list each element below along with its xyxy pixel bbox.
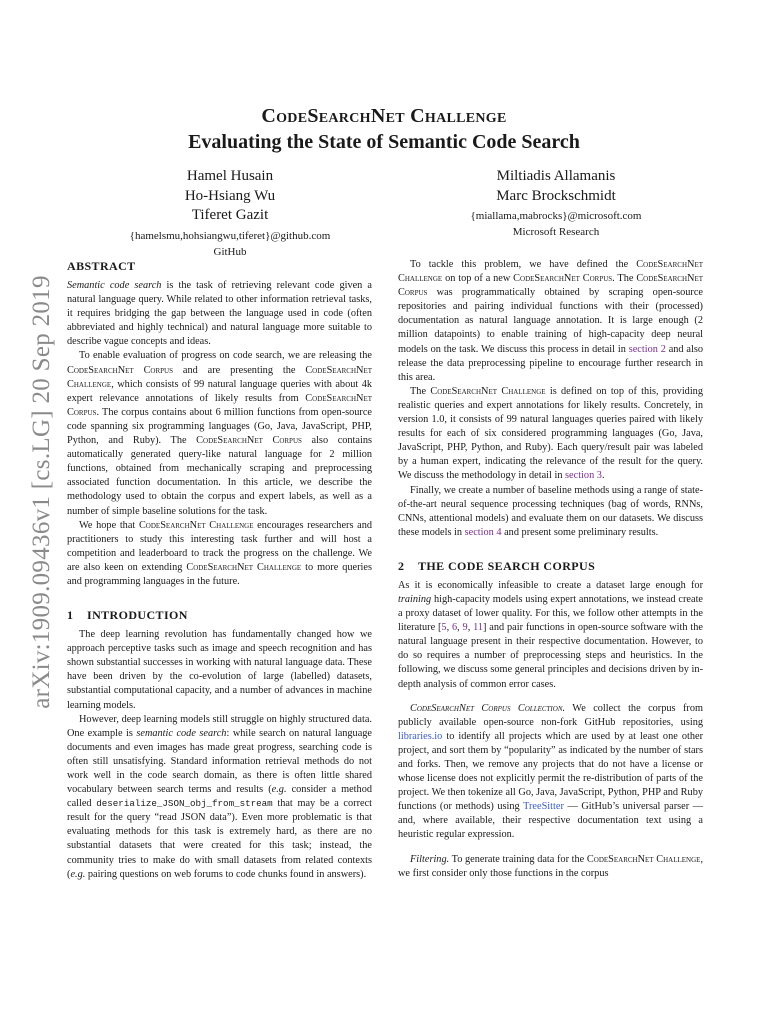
section-number: 1 bbox=[67, 608, 74, 623]
author-affiliation: Microsoft Research bbox=[512, 226, 600, 238]
challenge-name: CodeSearchNet Challenge bbox=[430, 385, 546, 397]
author-name: Hamel Husain bbox=[186, 168, 274, 184]
text-run: . The corpus contains about 6 million functions from open-source code spanning six programming languages (Go, Java, JavaScript, PHP, Python, and Ruby). The bbox=[67, 406, 372, 447]
corpus-name: CodeSearchNet Corpus bbox=[398, 273, 704, 299]
section-title: INTRODUCTION bbox=[87, 608, 188, 623]
title-line-1: CodeSearchNet Challenge bbox=[261, 105, 507, 127]
emphasis: training bbox=[398, 593, 432, 605]
emphasis: Semantic code search bbox=[67, 280, 162, 291]
text-run: However, deep learning models still struggle on highly structured data. One example is bbox=[67, 713, 372, 739]
text-run: We collect the corpus from publicly available open-source non-fork GitHub repositories, using bbox=[398, 702, 703, 728]
author-name: Marc Brockschmidt bbox=[496, 187, 616, 204]
section-number: 2 bbox=[398, 558, 405, 573]
author-name: Miltiadis Allamanis bbox=[496, 168, 616, 184]
corpus-paragraph bbox=[398, 702, 703, 843]
text-run: , which consists of 99 natural language queries with about 4k expert relevance annotations of likely results from bbox=[67, 378, 372, 404]
author-name: Tiferet Gazit bbox=[191, 207, 269, 223]
corpus-section-heading bbox=[398, 558, 703, 574]
arxiv-identifier bbox=[22, 262, 62, 722]
section-2-link[interactable]: section 2 bbox=[628, 343, 666, 355]
corpus-name: CodeSearchNet Corpus bbox=[196, 435, 302, 447]
text-run: . bbox=[601, 470, 605, 482]
emphasis: e.g. bbox=[271, 784, 287, 796]
text-run: is defined on top of this, providing realistic queries and expert annotations for likely results. Concretely, in version 1.0, it consists of 99 natural languages queries paired with likely results for each of six considered programming languages (Go, Java, JavaScript, PHP, Python, and Ruby). Each query/result pair was labeled by a human expert, indicating the relevance of the result for the query. We discuss the methodology in detail in bbox=[398, 385, 703, 482]
text-run: consider a method called bbox=[67, 784, 372, 810]
citation-link[interactable]: 9 bbox=[462, 622, 468, 634]
text-run: To tackle this problem, we have defined the bbox=[410, 259, 637, 270]
text-run: to identify all projects which are used by at least one other project, and sort them by “popularity” as indicated by the number of stars and forks. Then, we remove any projects that do not have a license or whose license does not explicitly permit the re-distribution of parts of the project. We then tokenize all Go, Java, JavaScript, Python, PHP and Ruby functions (or methods) using bbox=[398, 730, 703, 813]
section-4-link[interactable]: section 4 bbox=[464, 526, 502, 538]
challenge-name: CodeSearchNet Challenge bbox=[67, 364, 373, 390]
text-run: We hope that bbox=[79, 519, 139, 531]
introduction-heading bbox=[67, 607, 372, 623]
citation-link[interactable]: 6 bbox=[451, 622, 458, 634]
intro-paragraph bbox=[398, 484, 703, 540]
text-run: ] and pair functions in open-source software with the natural language present in their respective documentation. However, to do so requires a number of preprocessing steps and heuristics. In the following, we discuss some general principles and decisions driven by in-depth analysis of common error cases. bbox=[398, 622, 703, 690]
intro-paragraph bbox=[67, 628, 372, 713]
citation-link[interactable]: 5 bbox=[441, 622, 447, 634]
challenge-name: CodeSearchNet Challenge bbox=[186, 561, 302, 573]
text-run: and are presenting the bbox=[173, 364, 306, 376]
text-run: As it is economically infeasible to create a dataset large enough for bbox=[398, 579, 703, 591]
abstract-heading: ABSTRACT bbox=[67, 259, 136, 273]
right-column bbox=[398, 258, 703, 881]
text-run: also contains automatically generated query-like natural language for 2 million functions, obtained from mechanically scraping and preprocessing associated function documentation. In this article, we describe the methodology used to obtain the corpus and expert labels, as well as a number of simple baseline solutions for the task. bbox=[67, 435, 373, 517]
section-3-link[interactable]: section 3 bbox=[565, 470, 602, 482]
text-run: , we first consider only those functions in the corpus bbox=[398, 853, 704, 879]
text-run: To generate training data for the bbox=[449, 853, 587, 865]
author-block-microsoft bbox=[406, 167, 706, 240]
abstract-paragraph bbox=[67, 279, 372, 349]
text-run: encourages researchers and practitioners to study this interesting task further and will host a competition and leaderboard to track the progress on the challenge. We are also keen on extending bbox=[67, 519, 372, 573]
author-affiliation: GitHub bbox=[213, 245, 247, 258]
author-email: {miallama,mabrocks}@microsoft.com bbox=[470, 210, 642, 222]
text-run: : while search on natural language documents and even images has made great progress, searching code is often still unsatisfying. Standard information retrieval methods do not work well in the code search domain, as there is often little shared vocabulary between search terms and results ( bbox=[67, 727, 372, 796]
challenge-name: CodeSearchNet Challenge bbox=[138, 519, 254, 531]
corpus-name: CodeSearchNet Corpus bbox=[67, 392, 372, 418]
text-run: pairing questions on web forums to code chunks found in answers). bbox=[85, 868, 367, 880]
emphasis: semantic code search bbox=[136, 727, 227, 739]
text-run: and also release the data preprocessing pipeline to encourage further research in this area. bbox=[398, 343, 703, 383]
code-identifier: deserialize_JSON_obj_from_stream bbox=[96, 798, 273, 810]
emphasis: e.g. bbox=[70, 868, 86, 880]
treesitter-link[interactable]: TreeSitter bbox=[523, 801, 564, 813]
paper-title bbox=[60, 104, 708, 156]
text-run: . The bbox=[612, 273, 637, 285]
text-run: and present some preliminary results. bbox=[501, 526, 659, 538]
text-run: To enable evaluation of progress on code search, we are releasing the bbox=[79, 350, 372, 362]
arxiv-identifier-text: arXiv:1909.09436v1 [cs.LG] 20 Sep 2019 bbox=[28, 275, 55, 709]
abstract-paragraph bbox=[67, 519, 372, 589]
text-run: high-capacity models using expert annotations, we instead create a proxy dataset of lower quality. For this, we follow other attempts in the literature [ bbox=[398, 593, 703, 634]
challenge-name: CodeSearchNet Challenge bbox=[398, 259, 703, 285]
title-line-2: Evaluating the State of Semantic Code Search bbox=[188, 131, 580, 153]
intro-paragraph bbox=[398, 385, 703, 484]
intro-paragraph bbox=[67, 713, 372, 882]
text-run: to more queries and programming languages in the future. bbox=[67, 561, 372, 587]
text-run: The bbox=[410, 385, 431, 397]
paragraph-title: CodeSearchNet Corpus Collection. bbox=[410, 702, 566, 714]
author-email: {hamelsmu,hohsiangwu,tiferet}@github.com bbox=[129, 229, 331, 242]
text-run: that may be a correct result for the query “read JSON data”). Even more problematic is that evaluating methods for this task is extremely hard, as there are no substantial datasets that were created for this task; instead, the community tries to make do with small datasets from related contexts ( bbox=[67, 798, 373, 880]
section-title: THE CODE SEARCH CORPUS bbox=[418, 558, 596, 573]
corpus-paragraph bbox=[398, 853, 703, 881]
text-run: The deep learning revolution has fundamentally changed how we approach perceptive tasks such as image and speech recognition and has shown substantial successes in working with natural language data. These have been driven by the co-evolution of large (labelled) datasets, substantial computational capacity, and a number of advances in machine learning models. bbox=[67, 629, 372, 711]
abstract-paragraph bbox=[67, 349, 372, 518]
paragraph-title: Filtering. bbox=[410, 853, 450, 865]
challenge-name: CodeSearchNet Challenge bbox=[586, 853, 701, 865]
corpus-paragraph: As it is economically infeasible to create a dataset large enough for training high-capacity models using expert annotations, we instead create a proxy dataset of lower quality. For this, we follow other attempts in the literature [5, 6, 9, 11] and pair functions in open-source software with the natural language present in their respective documentation. However, to do so requires a number of preprocessing steps and heuristics. In the following, we discuss some general principles and decisions driven by in-depth analysis of common error cases. bbox=[398, 579, 703, 690]
intro-paragraph bbox=[398, 258, 703, 385]
citation-link[interactable]: 11 bbox=[473, 622, 484, 634]
text-run: was programmatically obtained by scraping open-source repositories and pairing individual functions with their (processed) documentation as natural language annotation. It is large enough (2 million datapoints) to enable training of high-capacity deep neural models on the task. We discuss this process in detail in bbox=[398, 287, 703, 355]
text-run: — GitHub’s universal parser — and, where available, their respective documentation text using a heuristic regular expression. bbox=[398, 801, 704, 841]
corpus-name: CodeSearchNet Corpus bbox=[67, 364, 174, 376]
left-column bbox=[67, 258, 372, 882]
text-run: on top of a new bbox=[442, 273, 514, 285]
author-name: Ho-Hsiang Wu bbox=[184, 187, 276, 204]
libraries-io-link[interactable]: libraries.io bbox=[398, 730, 443, 742]
author-block-github bbox=[80, 167, 380, 260]
text-run: is the task of retrieving relevant code given a natural language query. While related to other information retrieval tasks, it requires bridging the gap between the language used in code (often abbreviated and highly technical) and natural language more suitable to describe vague concepts and ideas. bbox=[67, 280, 372, 348]
corpus-name: CodeSearchNet Corpus bbox=[513, 273, 613, 285]
text-run: Finally, we create a number of baseline methods using a range of state-of-the-art neural sequence processing techniques (bag of words, RNNs, CNNs, attentional models) and evaluate them on our datasets. We discuss these models in bbox=[398, 484, 703, 538]
